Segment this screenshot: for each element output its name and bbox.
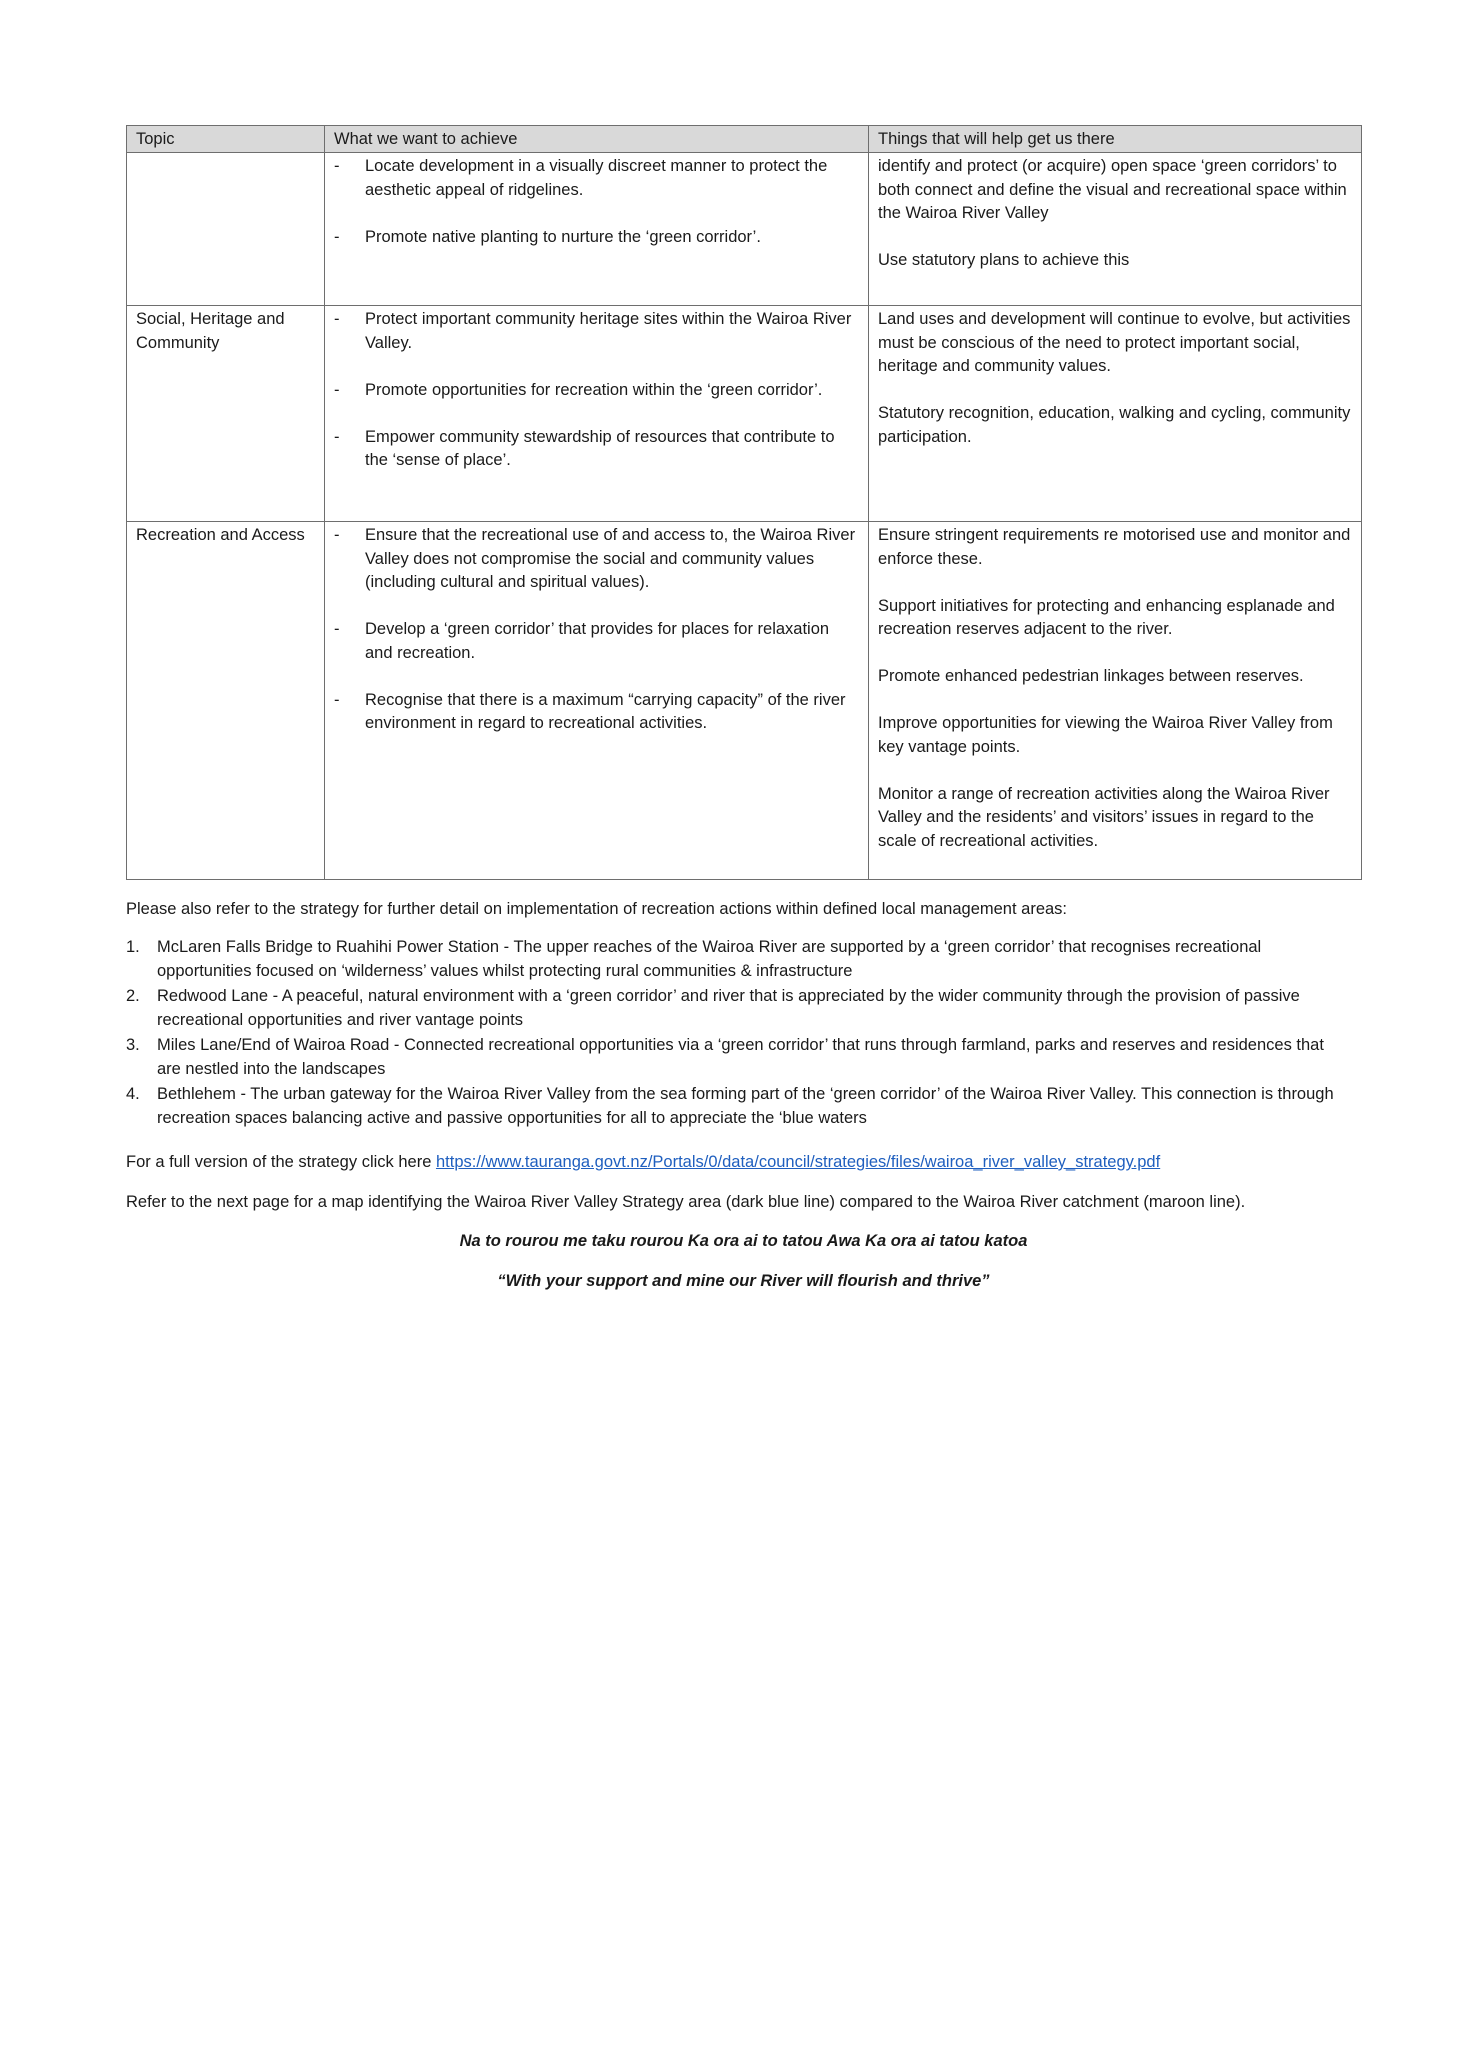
list-item [126,936,1346,983]
table-row [127,153,1362,306]
help-item: Improve opportunities for viewing the Wairoa River Valley from key vantage points. [878,714,1333,756]
help-cell [869,522,1362,880]
list-number: 1. [126,938,140,956]
help-item: Use statutory plans to achieve this [878,251,1130,269]
table-row [127,306,1362,522]
topic-cell: Recreation and Access [127,522,325,880]
achieve-cell [325,306,869,522]
strategy-table [126,125,1362,880]
motto-maori: Na to rourou me taku rourou Ka ora ai to tatou Awa Ka ora ai tatou katoa [459,1232,1028,1250]
help-item: identify and protect (or acquire) open space ‘green corridors’ to both connect and define the visual and recreational space within the Wairoa River Valley [878,157,1347,222]
topic-cell: Social, Heritage and Community [127,306,325,522]
full-version-prefix: For a full version of the strategy click here [126,1153,436,1171]
help-cell [869,153,1362,306]
list-item [126,1083,1346,1130]
motto-english: “With your support and mine our River will flourish and thrive” [497,1272,990,1290]
help-item: Monitor a range of recreation activities along the Wairoa River Valley and the residents’ and visitors’ issues in regard to the scale of recreational activities. [878,784,1330,850]
table-row [127,522,1362,880]
header-topic: Topic [127,126,325,153]
list-item-text: Redwood Lane - A peaceful, natural environment with a ‘green corridor’ and river that is appreciated by the wider community through the provision of passive recreational opportunities and river vantage points [157,987,1300,1029]
intro-paragraph [126,898,1361,922]
full-version-paragraph [126,1151,1361,1175]
map-reference-paragraph [126,1191,1361,1215]
help-item: Statutory recognition, education, walking and cycling, community participation. [878,404,1351,446]
achieve-item: - Ensure that the recreational use of and access to, the Wairoa River Valley does not compromise the social and community values (including cultural and spiritual values). [334,524,859,595]
achieve-item: - Locate development in a visually discreet manner to protect the aesthetic appeal of ridgelines. [334,155,859,202]
table-header-row [127,126,1362,153]
list-number: 4. [126,1085,140,1103]
help-item: Ensure stringent requirements re motorised use and monitor and enforce these. [878,526,1351,568]
header-achieve: What we want to achieve [325,126,869,153]
achieve-cell [325,522,869,880]
management-areas-list [126,936,1346,1132]
help-item: Support initiatives for protecting and enhancing esplanade and recreation reserves adjacent to the river. [878,596,1335,638]
achieve-item: - Empower community stewardship of resources that contribute to the ‘sense of place’. [334,426,859,473]
list-number: 3. [126,1036,140,1054]
map-reference-text: Refer to the next page for a map identifying the Wairoa River Valley Strategy area (dark blue line) compared to the Wairoa River catchment (maroon line). [126,1193,1246,1211]
help-item: Promote enhanced pedestrian linkages between reserves. [878,667,1304,685]
achieve-item: - Protect important community heritage sites within the Wairoa River Valley. [334,308,859,355]
achieve-item: - Promote native planting to nurture the ‘green corridor’. [334,226,859,250]
achieve-item: - Recognise that there is a maximum “carrying capacity” of the river environment in regard to recreational activities. [334,689,859,736]
help-item: Land uses and development will continue to evolve, but activities must be conscious of the need to protect important social, heritage and community values. [878,310,1351,375]
header-help: Things that will help get us there [869,126,1362,153]
help-cell [869,306,1362,522]
list-item-text: McLaren Falls Bridge to Ruahihi Power Station - The upper reaches of the Wairoa River are supported by a ‘green corridor’ that recognises recreational opportunities focused on ‘wilderness’ values whilst protecting rural communities & infrastructure [157,938,1262,980]
intro-text: Please also refer to the strategy for further detail on implementation of recreation actions within defined local management areas: [126,900,1068,918]
topic-cell [127,153,325,306]
strategy-pdf-link[interactable]: https://www.tauranga.govt.nz/Portals/0/data/council/strategies/files/wairoa_river_valley_strategy.pdf [435,1153,1161,1171]
achieve-cell [325,153,869,306]
list-item-text: Bethlehem - The urban gateway for the Wairoa River Valley from the sea forming part of the ‘green corridor’ of the Wairoa River Valley. This connection is through recreation spaces balancing active and passive opportunities for all to appreciate the ‘blue waters [157,1085,1334,1127]
list-item-text: Miles Lane/End of Wairoa Road - Connected recreational opportunities via a ‘green corridor’ that runs through farmland, parks and reserves and residences that are nestled into the landscapes [157,1036,1324,1078]
list-number: 2. [126,987,140,1005]
list-item [126,1034,1346,1081]
list-item [126,985,1346,1032]
achieve-item: - Develop a ‘green corridor’ that provides for places for relaxation and recreation. [334,618,859,665]
achieve-item: - Promote opportunities for recreation within the ‘green corridor’. [334,379,859,403]
